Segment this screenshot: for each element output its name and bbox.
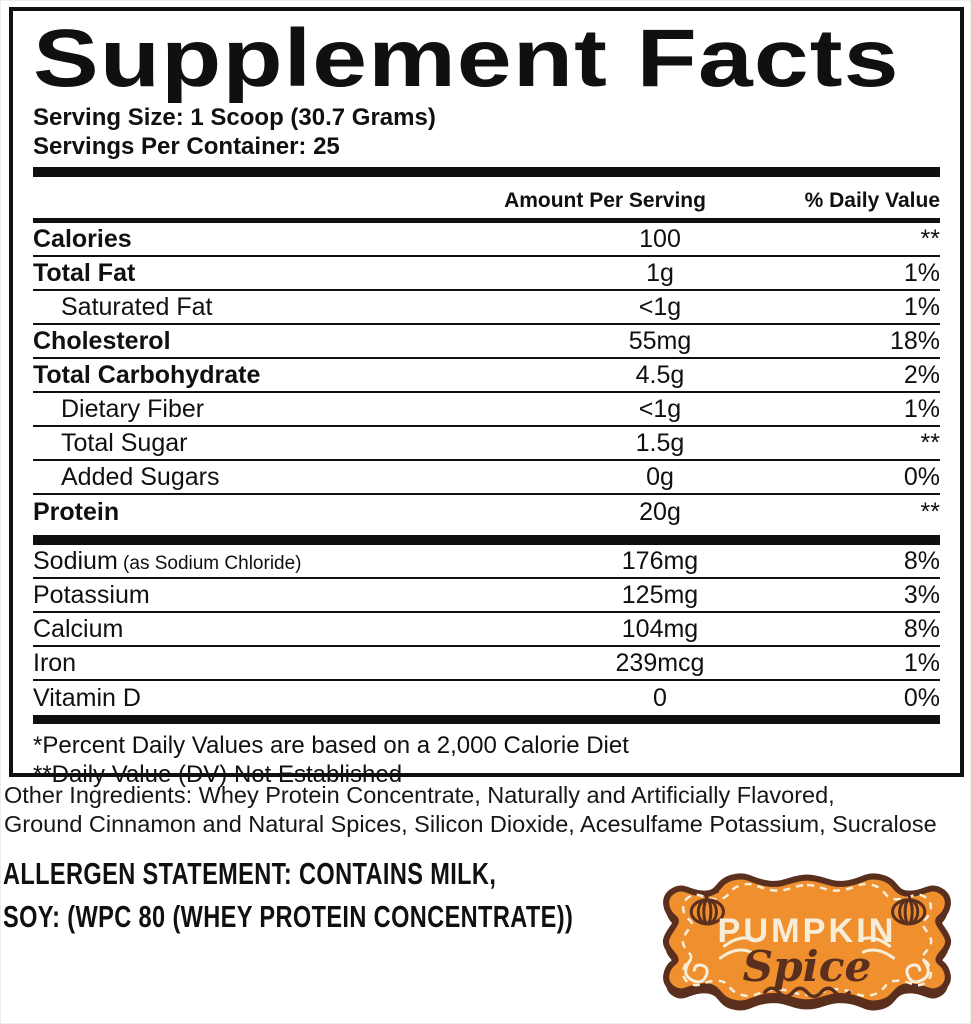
nutrient-note: (as Sodium Chloride) bbox=[117, 552, 302, 574]
column-headers bbox=[33, 177, 940, 218]
nutrient-name: Sodium (as Sodium Chloride) bbox=[33, 546, 302, 575]
nutrient-name: Vitamin D bbox=[33, 683, 141, 712]
nutrient-amount: 0 bbox=[653, 683, 667, 712]
nutrient-amount: 55mg bbox=[628, 326, 692, 355]
nutrient-amount: 125mg bbox=[621, 580, 699, 609]
nutrient-row bbox=[33, 579, 940, 613]
footnote-dv-not-established: **Daily Value (DV) Not Established bbox=[33, 761, 403, 788]
nutrient-row bbox=[33, 461, 940, 495]
nutrient-row bbox=[33, 359, 940, 393]
nutrient-amount: 1g bbox=[646, 258, 674, 287]
nutrient-amount: 100 bbox=[639, 224, 681, 253]
supplement-facts-panel bbox=[9, 7, 964, 788]
nutrient-daily-value: 8% bbox=[903, 546, 940, 575]
serving-size: Serving Size: 1 Scoop (30.7 Grams) bbox=[33, 104, 436, 131]
nutrient-amount: 239mcg bbox=[615, 648, 705, 677]
nutrient-row bbox=[33, 613, 940, 647]
nutrient-name: Potassium bbox=[33, 580, 150, 609]
nutrient-daily-value: 8% bbox=[903, 614, 940, 643]
nutrient-daily-value: 3% bbox=[903, 580, 940, 609]
nutrient-row bbox=[33, 681, 940, 715]
nutrient-row bbox=[33, 545, 940, 579]
nutrient-daily-value: 0% bbox=[903, 683, 940, 712]
nutrient-row bbox=[33, 223, 940, 257]
nutrient-name: Calories bbox=[33, 224, 132, 253]
allergen-line: SOY: (WPC 80 (WHEY PROTEIN CONCENTRATE)) bbox=[3, 899, 574, 934]
nutrient-row bbox=[33, 647, 940, 681]
nutrient-daily-value: 1% bbox=[903, 258, 940, 287]
nutrient-daily-value: 1% bbox=[903, 394, 940, 423]
allergen-statement bbox=[3, 852, 573, 938]
nutrient-name: Cholesterol bbox=[33, 326, 171, 355]
divider-thick-top bbox=[33, 167, 940, 177]
other-ingredients-line: Other Ingredients: Whey Protein Concentrate, Naturally and Artificially Flavored, bbox=[4, 782, 835, 808]
nutrient-name: Dietary Fiber bbox=[61, 394, 205, 423]
nutrient-daily-value: ** bbox=[920, 428, 940, 457]
amount-column-header: Amount Per Serving bbox=[504, 189, 706, 212]
nutrient-name: Iron bbox=[33, 648, 77, 677]
nutrient-amount: 4.5g bbox=[635, 360, 685, 389]
daily-value-column-header: % Daily Value bbox=[804, 189, 940, 212]
nutrient-daily-value: ** bbox=[920, 497, 940, 526]
servings-per-container: Servings Per Container: 25 bbox=[33, 133, 340, 160]
nutrient-daily-value: ** bbox=[920, 224, 940, 253]
mineral-nutrient-rows bbox=[33, 545, 940, 715]
nutrient-amount: 176mg bbox=[621, 546, 699, 575]
nutrient-row bbox=[33, 427, 940, 461]
nutrient-row bbox=[33, 495, 940, 529]
allergen-line: ALLERGEN STATEMENT: CONTAINS MILK, bbox=[3, 856, 497, 891]
nutrient-amount: <1g bbox=[638, 394, 682, 423]
footnote-daily-values: *Percent Daily Values are based on a 2,000 Calorie Diet bbox=[33, 732, 629, 759]
nutrient-daily-value: 1% bbox=[903, 648, 940, 677]
badge-flavor-top: PUMPKIN bbox=[717, 911, 897, 950]
nutrient-row bbox=[33, 393, 940, 427]
nutrient-name: Saturated Fat bbox=[61, 292, 213, 321]
divider-thick-middle bbox=[33, 535, 940, 545]
nutrient-daily-value: 0% bbox=[903, 462, 940, 491]
pumpkin-spice-badge bbox=[656, 867, 958, 1023]
panel-title: Supplement Facts bbox=[33, 13, 900, 104]
nutrient-row bbox=[33, 291, 940, 325]
nutrient-name: Total Carbohydrate bbox=[33, 360, 261, 389]
divider-thick-bottom bbox=[33, 715, 940, 724]
nutrient-daily-value: 18% bbox=[889, 326, 940, 355]
nutrient-daily-value: 2% bbox=[903, 360, 940, 389]
nutrient-name: Total Sugar bbox=[61, 428, 188, 457]
nutrient-row bbox=[33, 325, 940, 359]
nutrient-amount: 1.5g bbox=[635, 428, 685, 457]
nutrient-amount: 104mg bbox=[621, 614, 699, 643]
other-ingredients-line: Ground Cinnamon and Natural Spices, Silicon Dioxide, Acesulfame Potassium, Sucralose bbox=[4, 811, 937, 837]
nutrient-amount: 20g bbox=[639, 497, 681, 526]
nutrient-name: Total Fat bbox=[33, 258, 136, 287]
nutrient-name: Added Sugars bbox=[61, 462, 220, 491]
macro-nutrient-rows bbox=[33, 223, 940, 529]
badge-flavor-bottom: Spice bbox=[742, 941, 872, 992]
other-ingredients bbox=[4, 781, 937, 839]
nutrient-daily-value: 1% bbox=[903, 292, 940, 321]
nutrient-amount: <1g bbox=[638, 292, 682, 321]
nutrient-name: Calcium bbox=[33, 614, 124, 643]
nutrient-row bbox=[33, 257, 940, 291]
nutrient-name: Protein bbox=[33, 497, 120, 526]
nutrient-amount: 0g bbox=[646, 462, 674, 491]
